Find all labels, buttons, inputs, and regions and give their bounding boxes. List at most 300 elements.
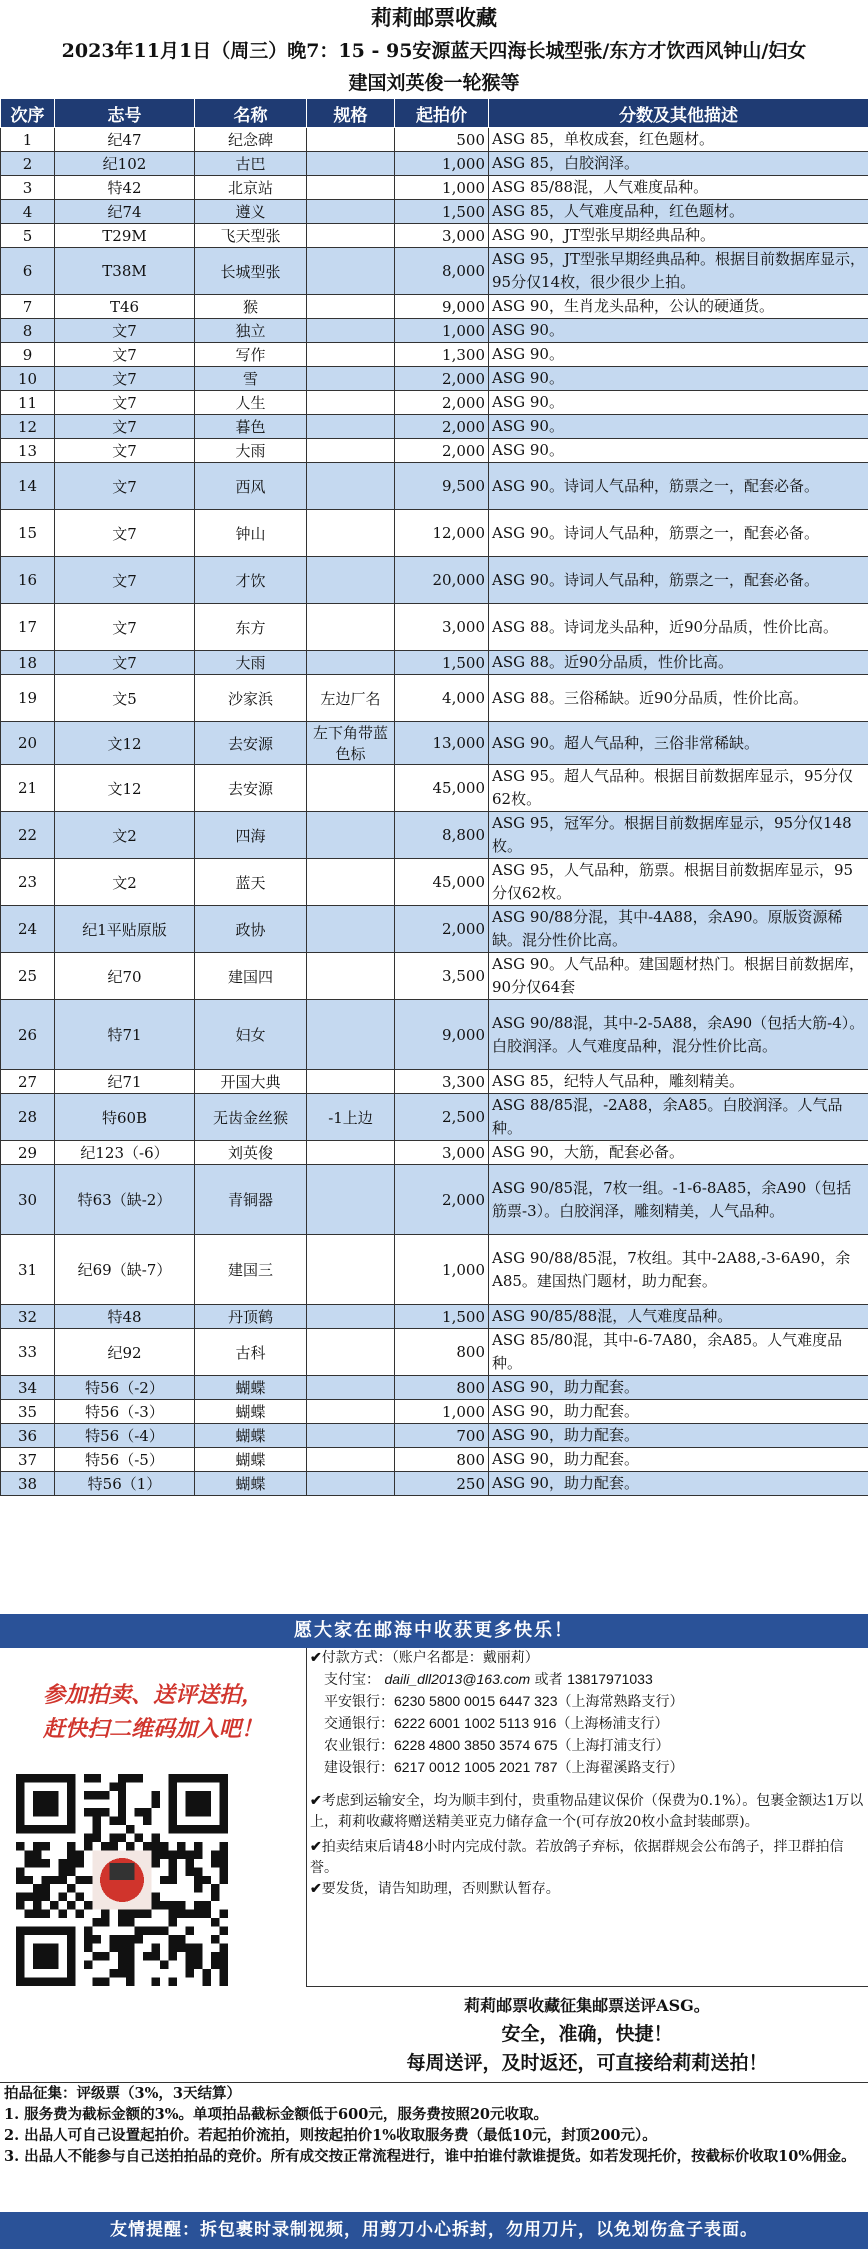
auction-subtitle-line2: 建国刘英俊一轮猴等 <box>348 72 520 94</box>
cell-code: 文7 <box>55 651 195 675</box>
table-row <box>1 859 868 906</box>
cell-price: 2,000 <box>395 1165 489 1235</box>
table-row <box>1 1305 868 1329</box>
cell-code: 特56（1） <box>55 1472 195 1496</box>
cell-order: 12 <box>1 415 55 439</box>
table-row <box>1 463 868 510</box>
cell-name: 独立 <box>195 319 307 343</box>
cell-spec <box>307 953 395 1000</box>
table-row <box>1 224 868 248</box>
table-row <box>1 812 868 859</box>
table-row <box>1 319 868 343</box>
cell-name: 雪 <box>195 367 307 391</box>
consignment-rules <box>0 2082 868 2213</box>
cell-price: 20,000 <box>395 557 489 604</box>
cell-name: 古巴 <box>195 152 307 176</box>
cell-code: 特56（-2） <box>55 1376 195 1400</box>
lots-body <box>1 128 868 1496</box>
promo-line2: 赶快扫二维码加入吧！ <box>42 1716 263 1742</box>
cell-name: 钟山 <box>195 510 307 557</box>
cell-price: 1,300 <box>395 343 489 367</box>
promo-text <box>0 1678 306 1746</box>
cell-price: 1,500 <box>395 1305 489 1329</box>
cell-spec <box>307 152 395 176</box>
cell-code: 文2 <box>55 859 195 906</box>
payment-panel <box>306 1648 868 1986</box>
cell-name: 古科 <box>195 1329 307 1376</box>
cell-order: 37 <box>1 1448 55 1472</box>
cell-price: 9,500 <box>395 463 489 510</box>
alipay-email[interactable]: daili_dll2013@163.com <box>384 1671 531 1687</box>
cell-spec <box>307 224 395 248</box>
table-row <box>1 1165 868 1235</box>
cell-price: 1,000 <box>395 1235 489 1305</box>
cell-price: 1,500 <box>395 200 489 224</box>
cell-order: 9 <box>1 343 55 367</box>
cell-spec: 左下角带蓝色标 <box>307 722 395 765</box>
cell-price: 3,300 <box>395 1070 489 1094</box>
cell-order: 4 <box>1 200 55 224</box>
cell-price: 1,000 <box>395 152 489 176</box>
auction-subtitle-line1: 2023年11月1日（周三）晚7：15 - 95安源蓝天四海长城型张/东方才饮西风钟山/妇女 <box>61 40 807 62</box>
cell-price: 8,000 <box>395 248 489 295</box>
cell-code: 文12 <box>55 722 195 765</box>
slogan-line1: 莉莉邮票收藏征集邮票送评ASG。 <box>464 1996 710 2015</box>
cell-desc: ASG 90。 <box>489 343 868 367</box>
table-row <box>1 1400 868 1424</box>
cell-code: 文7 <box>55 391 195 415</box>
cell-order: 18 <box>1 651 55 675</box>
col-header-desc: 分数及其他描述 <box>489 99 868 128</box>
cell-order: 14 <box>1 463 55 510</box>
cell-price: 3,500 <box>395 953 489 1000</box>
rule-item-3: 3. 出品人不能参与自己送拍拍品的竞价。所有成交按正常流程进行，谁中拍谁付款谁提货。如若发现托价，按截标价收取10%佣金。 <box>4 2148 856 2165</box>
table-row <box>1 953 868 1000</box>
cell-spec: 左边厂名 <box>307 675 395 722</box>
cell-code: 纪70 <box>55 953 195 1000</box>
table-row <box>1 1000 868 1070</box>
cell-order: 25 <box>1 953 55 1000</box>
cell-code: 文12 <box>55 765 195 812</box>
cell-price: 8,800 <box>395 812 489 859</box>
cell-code: 纪123（-6） <box>55 1141 195 1165</box>
rule-item-1: 1. 服务费为截标金额的3%。单项拍品截标金额低于600元，服务费按照20元收取。 <box>4 2106 548 2123</box>
cell-spec <box>307 1424 395 1448</box>
cell-order: 35 <box>1 1400 55 1424</box>
cell-order: 22 <box>1 812 55 859</box>
cell-spec <box>307 248 395 295</box>
cell-code: 特60B <box>55 1094 195 1141</box>
cell-price: 2,000 <box>395 439 489 463</box>
col-header-price: 起拍价 <box>395 99 489 128</box>
cell-price: 9,000 <box>395 1000 489 1070</box>
cell-desc: ASG 90。人气品种。建国题材热门。根据目前数据库，90分仅64套 <box>489 953 868 1000</box>
cell-spec <box>307 859 395 906</box>
col-header-name: 名称 <box>195 99 307 128</box>
cell-spec: -1上边 <box>307 1094 395 1141</box>
bank-row-bocom: 交通银行：6222 6001 1002 5113 916（上海杨浦支行） <box>324 1715 669 1732</box>
cell-order: 34 <box>1 1376 55 1400</box>
cell-name: 蝴蝶 <box>195 1424 307 1448</box>
cell-desc: ASG 88。诗词龙头品种，近90分品质，性价比高。 <box>489 604 868 651</box>
cell-spec <box>307 1000 395 1070</box>
cell-name: 四海 <box>195 812 307 859</box>
cell-code: 纪1平贴原版 <box>55 906 195 953</box>
cell-price: 250 <box>395 1472 489 1496</box>
cell-code: 特48 <box>55 1305 195 1329</box>
cell-desc: ASG 90/88混，其中-2-5A88，余A90（包括大筋-4）。白胶润泽。人气难度品种，混分性价比高。 <box>489 1000 868 1070</box>
cell-price: 800 <box>395 1329 489 1376</box>
cell-desc: ASG 88。近90分品质，性价比高。 <box>489 651 868 675</box>
cell-code: 文7 <box>55 367 195 391</box>
slogan-line3: 每周送评，及时返还，可直接给莉莉送拍！ <box>406 2052 768 2074</box>
cell-order: 26 <box>1 1000 55 1070</box>
cell-desc: ASG 90/88分混，其中-4A88，余A90。原版资源稀缺。混分性价比高。 <box>489 906 868 953</box>
cell-desc: ASG 90。 <box>489 439 868 463</box>
cell-spec <box>307 812 395 859</box>
cell-desc: ASG 90/88/85混，7枚组。其中-2A88,-3-6A90，余A85。建国热门题材，助力配套。 <box>489 1235 868 1305</box>
cell-desc: ASG 90。诗词人气品种，筋票之一，配套必备。 <box>489 463 868 510</box>
cell-code: 文2 <box>55 812 195 859</box>
cell-name: 纪念碑 <box>195 128 307 152</box>
cell-name: 开国大典 <box>195 1070 307 1094</box>
cell-name: 去安源 <box>195 765 307 812</box>
table-row <box>1 1448 868 1472</box>
table-row <box>1 1376 868 1400</box>
promo-panel <box>0 1648 307 1986</box>
cell-name: 去安源 <box>195 722 307 765</box>
cell-desc: ASG 85/88混，人气难度品种。 <box>489 176 868 200</box>
cell-name: 才饮 <box>195 557 307 604</box>
cell-spec <box>307 1376 395 1400</box>
table-row <box>1 1424 868 1448</box>
cell-order: 10 <box>1 367 55 391</box>
slogan-panel <box>306 1986 868 2083</box>
cell-spec <box>307 176 395 200</box>
cell-price: 700 <box>395 1424 489 1448</box>
cell-desc: ASG 85，白胶润泽。 <box>489 152 868 176</box>
cell-name: 蝴蝶 <box>195 1400 307 1424</box>
wish-banner: 愿大家在邮海中收获更多快乐！ <box>0 1614 868 1648</box>
table-row <box>1 128 868 152</box>
cell-name: 写作 <box>195 343 307 367</box>
cell-name: 东方 <box>195 604 307 651</box>
cell-desc: ASG 95，JT型张早期经典品种。根据目前数据库显示，95分仅14枚，很少很少上拍。 <box>489 248 868 295</box>
cell-order: 7 <box>1 295 55 319</box>
table-row <box>1 200 868 224</box>
cell-name: 蝴蝶 <box>195 1448 307 1472</box>
table-row <box>1 343 868 367</box>
cell-name: 建国四 <box>195 953 307 1000</box>
cell-price: 2,000 <box>395 391 489 415</box>
cell-desc: ASG 90。 <box>489 391 868 415</box>
cell-name: 妇女 <box>195 1000 307 1070</box>
cell-order: 31 <box>1 1235 55 1305</box>
cell-order: 5 <box>1 224 55 248</box>
rules-title: 拍品征集：评级票（3%，3天结算） <box>4 2085 241 2102</box>
cell-desc: ASG 90，助力配套。 <box>489 1400 868 1424</box>
cell-spec <box>307 1472 395 1496</box>
cell-spec <box>307 1448 395 1472</box>
cell-order: 8 <box>1 319 55 343</box>
table-row <box>1 1070 868 1094</box>
page-title: 莉莉邮票收藏 <box>371 5 497 30</box>
cell-spec <box>307 765 395 812</box>
cell-price: 1,000 <box>395 319 489 343</box>
cell-order: 16 <box>1 557 55 604</box>
cell-price: 1,000 <box>395 176 489 200</box>
table-row <box>1 248 868 295</box>
cell-price: 2,000 <box>395 906 489 953</box>
friendly-reminder-banner: 友情提醒：拆包裹时录制视频，用剪刀小心拆封，勿用刀片，以免划伤盒子表面。 <box>0 2212 868 2249</box>
table-row <box>1 176 868 200</box>
cell-spec <box>307 391 395 415</box>
cell-desc: ASG 85，单枚成套，红色题材。 <box>489 128 868 152</box>
cell-order: 1 <box>1 128 55 152</box>
cell-name: 大雨 <box>195 651 307 675</box>
payment-deadline-note: ✔拍卖结束后请48小时内完成付款。若放鸽子弃标，依据群规会公布鸽子，拌卫群拍信誉。 <box>310 1839 844 1876</box>
cell-spec <box>307 604 395 651</box>
cell-code: 特42 <box>55 176 195 200</box>
table-row <box>1 1141 868 1165</box>
cell-order: 15 <box>1 510 55 557</box>
cell-desc: ASG 90。 <box>489 319 868 343</box>
bank-row-ccb: 建设银行：6217 0012 1005 2021 787（上海翟溪路支行） <box>324 1759 684 1776</box>
cell-spec <box>307 200 395 224</box>
cell-name: 蓝天 <box>195 859 307 906</box>
cell-name: 长城型张 <box>195 248 307 295</box>
cell-order: 38 <box>1 1472 55 1496</box>
table-row <box>1 1472 868 1496</box>
cell-code: 文7 <box>55 463 195 510</box>
cell-desc: ASG 90。 <box>489 367 868 391</box>
cell-order: 3 <box>1 176 55 200</box>
cell-code: 文7 <box>55 604 195 651</box>
cell-spec <box>307 906 395 953</box>
cell-name: 蝴蝶 <box>195 1472 307 1496</box>
cell-order: 2 <box>1 152 55 176</box>
bank-row-pingan: 平安银行：6230 5800 0015 6447 323（上海常熟路支行） <box>324 1693 684 1710</box>
table-header-row <box>1 99 868 128</box>
cell-price: 2,000 <box>395 367 489 391</box>
cell-code: 文5 <box>55 675 195 722</box>
cell-desc: ASG 90，生肖龙头品种，公认的硬通货。 <box>489 295 868 319</box>
cell-desc: ASG 90。 <box>489 415 868 439</box>
cell-name: 丹顶鹤 <box>195 1305 307 1329</box>
cell-code: 纪71 <box>55 1070 195 1094</box>
cell-order: 33 <box>1 1329 55 1376</box>
cell-desc: ASG 88。三俗稀缺。近90分品质，性价比高。 <box>489 675 868 722</box>
cell-spec <box>307 1400 395 1424</box>
cell-order: 28 <box>1 1094 55 1141</box>
cell-spec <box>307 1165 395 1235</box>
cell-code: 特71 <box>55 1000 195 1070</box>
table-row <box>1 1329 868 1376</box>
table-row <box>1 415 868 439</box>
cell-order: 23 <box>1 859 55 906</box>
cell-name: 遵义 <box>195 200 307 224</box>
table-row <box>1 557 868 604</box>
cell-price: 3,000 <box>395 604 489 651</box>
alipay-phone: 13817971033 <box>567 1671 653 1687</box>
cell-desc: ASG 85，纪特人气品种，雕刻精美。 <box>489 1070 868 1094</box>
cell-code: 文7 <box>55 439 195 463</box>
cell-desc: ASG 85/80混，其中-6-7A80，余A85。人气难度品种。 <box>489 1329 868 1376</box>
cell-code: 纪47 <box>55 128 195 152</box>
table-row <box>1 722 868 765</box>
table-row <box>1 510 868 557</box>
cell-spec <box>307 1235 395 1305</box>
cell-desc: ASG 90。超人气品种，三俗非常稀缺。 <box>489 722 868 765</box>
table-row <box>1 906 868 953</box>
cell-desc: ASG 95，冠军分。根据目前数据库显示，95分仅148枚。 <box>489 812 868 859</box>
cell-desc: ASG 90。诗词人气品种，筋票之一，配套必备。 <box>489 510 868 557</box>
cell-order: 27 <box>1 1070 55 1094</box>
cell-spec <box>307 128 395 152</box>
cell-spec <box>307 343 395 367</box>
cell-price: 3,000 <box>395 224 489 248</box>
cell-price: 9,000 <box>395 295 489 319</box>
table-row <box>1 651 868 675</box>
cell-price: 45,000 <box>395 859 489 906</box>
cell-price: 1,000 <box>395 1400 489 1424</box>
cell-order: 30 <box>1 1165 55 1235</box>
cell-desc: ASG 95，人气品种，筋票。根据目前数据库显示，95分仅62枚。 <box>489 859 868 906</box>
table-row <box>1 152 868 176</box>
cell-order: 6 <box>1 248 55 295</box>
table-row <box>1 439 868 463</box>
cell-spec <box>307 1070 395 1094</box>
cell-code: T29M <box>55 224 195 248</box>
cell-code: 纪69（缺-7） <box>55 1235 195 1305</box>
alipay-row: 支付宝： daili_dll2013@163.com 或者 13817971033 <box>324 1671 653 1688</box>
cell-order: 13 <box>1 439 55 463</box>
cell-desc: ASG 90。诗词人气品种，筋票之一，配套必备。 <box>489 557 868 604</box>
cell-name: 大雨 <box>195 439 307 463</box>
cell-price: 800 <box>395 1448 489 1472</box>
cell-code: T38M <box>55 248 195 295</box>
shipping-note: ✔考虑到运输安全，均为顺丰到付，贵重物品建议保价（保费为0.1%）。包裹金额达1万以上，莉莉收藏将赠送精美亚克力储存盒一个(可存放20枚小盒封装邮票)。 <box>310 1793 864 1830</box>
cell-desc: ASG 90，助力配套。 <box>489 1472 868 1496</box>
cell-name: 青铜器 <box>195 1165 307 1235</box>
payment-title: ✔付款方式：（账户名都是：戴丽莉） <box>310 1650 539 1666</box>
cell-code: 纪102 <box>55 152 195 176</box>
slogan-line2: 安全，准确，快捷！ <box>501 2023 673 2045</box>
cell-order: 21 <box>1 765 55 812</box>
cell-order: 17 <box>1 604 55 651</box>
cell-spec <box>307 1329 395 1376</box>
cell-price: 1,500 <box>395 651 489 675</box>
table-row <box>1 765 868 812</box>
cell-name: 暮色 <box>195 415 307 439</box>
table-row <box>1 295 868 319</box>
cell-name: 建国三 <box>195 1235 307 1305</box>
table-row <box>1 1235 868 1305</box>
cell-price: 45,000 <box>395 765 489 812</box>
table-row <box>1 604 868 651</box>
cell-name: 西风 <box>195 463 307 510</box>
cell-price: 13,000 <box>395 722 489 765</box>
cell-desc: ASG 90，大筋，配套必备。 <box>489 1141 868 1165</box>
bank-row-abc: 农业银行：6228 4800 3850 3574 675（上海打浦支行） <box>324 1737 670 1754</box>
cell-price: 2,000 <box>395 415 489 439</box>
cell-name: 沙家浜 <box>195 675 307 722</box>
cell-order: 36 <box>1 1424 55 1448</box>
cell-name: 北京站 <box>195 176 307 200</box>
col-header-order: 次序 <box>1 99 55 128</box>
cell-desc: ASG 90/85/88混，人气难度品种。 <box>489 1305 868 1329</box>
cell-spec <box>307 319 395 343</box>
cell-code: 文7 <box>55 415 195 439</box>
cell-price: 800 <box>395 1376 489 1400</box>
cell-price: 3,000 <box>395 1141 489 1165</box>
cell-desc: ASG 90/85混，7枚一组。-1-6-8A85，余A90（包括筋票-3）。白胶润泽，雕刻精美，人气品种。 <box>489 1165 868 1235</box>
bank-list <box>306 1691 868 1779</box>
col-header-spec: 规格 <box>307 99 395 128</box>
cell-code: 特56（-5） <box>55 1448 195 1472</box>
cell-price: 12,000 <box>395 510 489 557</box>
lots-table <box>0 98 868 1496</box>
cell-spec <box>307 510 395 557</box>
cell-name: 猴 <box>195 295 307 319</box>
cell-spec <box>307 439 395 463</box>
cell-name: 人生 <box>195 391 307 415</box>
cell-name: 政协 <box>195 906 307 953</box>
delivery-note: ✔要发货，请告知助理，否则默认暂存。 <box>310 1881 560 1897</box>
cell-price: 500 <box>395 128 489 152</box>
cell-code: 文7 <box>55 319 195 343</box>
table-row <box>1 367 868 391</box>
cell-desc: ASG 90，助力配套。 <box>489 1448 868 1472</box>
cell-name: 蝴蝶 <box>195 1376 307 1400</box>
qr-code-icon[interactable] <box>16 1774 228 1986</box>
cell-spec <box>307 651 395 675</box>
col-header-code: 志号 <box>55 99 195 128</box>
cell-spec <box>307 557 395 604</box>
cell-spec <box>307 295 395 319</box>
cell-order: 32 <box>1 1305 55 1329</box>
cell-order: 19 <box>1 675 55 722</box>
cell-code: 文7 <box>55 510 195 557</box>
cell-name: 刘英俊 <box>195 1141 307 1165</box>
cell-code: 纪74 <box>55 200 195 224</box>
cell-code: 特56（-3） <box>55 1400 195 1424</box>
cell-order: 24 <box>1 906 55 953</box>
cell-spec <box>307 415 395 439</box>
cell-code: 纪92 <box>55 1329 195 1376</box>
cell-order: 20 <box>1 722 55 765</box>
cell-desc: ASG 90，JT型张早期经典品种。 <box>489 224 868 248</box>
cell-desc: ASG 90，助力配套。 <box>489 1424 868 1448</box>
cell-spec <box>307 367 395 391</box>
cell-code: T46 <box>55 295 195 319</box>
table-row <box>1 391 868 415</box>
cell-code: 特63（缺-2） <box>55 1165 195 1235</box>
cell-order: 29 <box>1 1141 55 1165</box>
table-row <box>1 675 868 722</box>
cell-name: 飞天型张 <box>195 224 307 248</box>
cell-desc: ASG 95。超人气品种。根据目前数据库显示，95分仅62枚。 <box>489 765 868 812</box>
promo-line1: 参加拍卖、送评送拍， <box>42 1682 263 1708</box>
cell-spec <box>307 463 395 510</box>
cell-desc: ASG 88/85混，-2A88，余A85。白胶润泽。人气品种。 <box>489 1094 868 1141</box>
cell-price: 2,500 <box>395 1094 489 1141</box>
cell-price: 4,000 <box>395 675 489 722</box>
rule-item-2: 2. 出品人可自己设置起拍价。若起拍价流拍，则按起拍价1%收取服务费（最低10元，封顶200元）。 <box>4 2127 657 2144</box>
cell-code: 特56（-4） <box>55 1424 195 1448</box>
cell-desc: ASG 90，助力配套。 <box>489 1376 868 1400</box>
cell-spec <box>307 1141 395 1165</box>
